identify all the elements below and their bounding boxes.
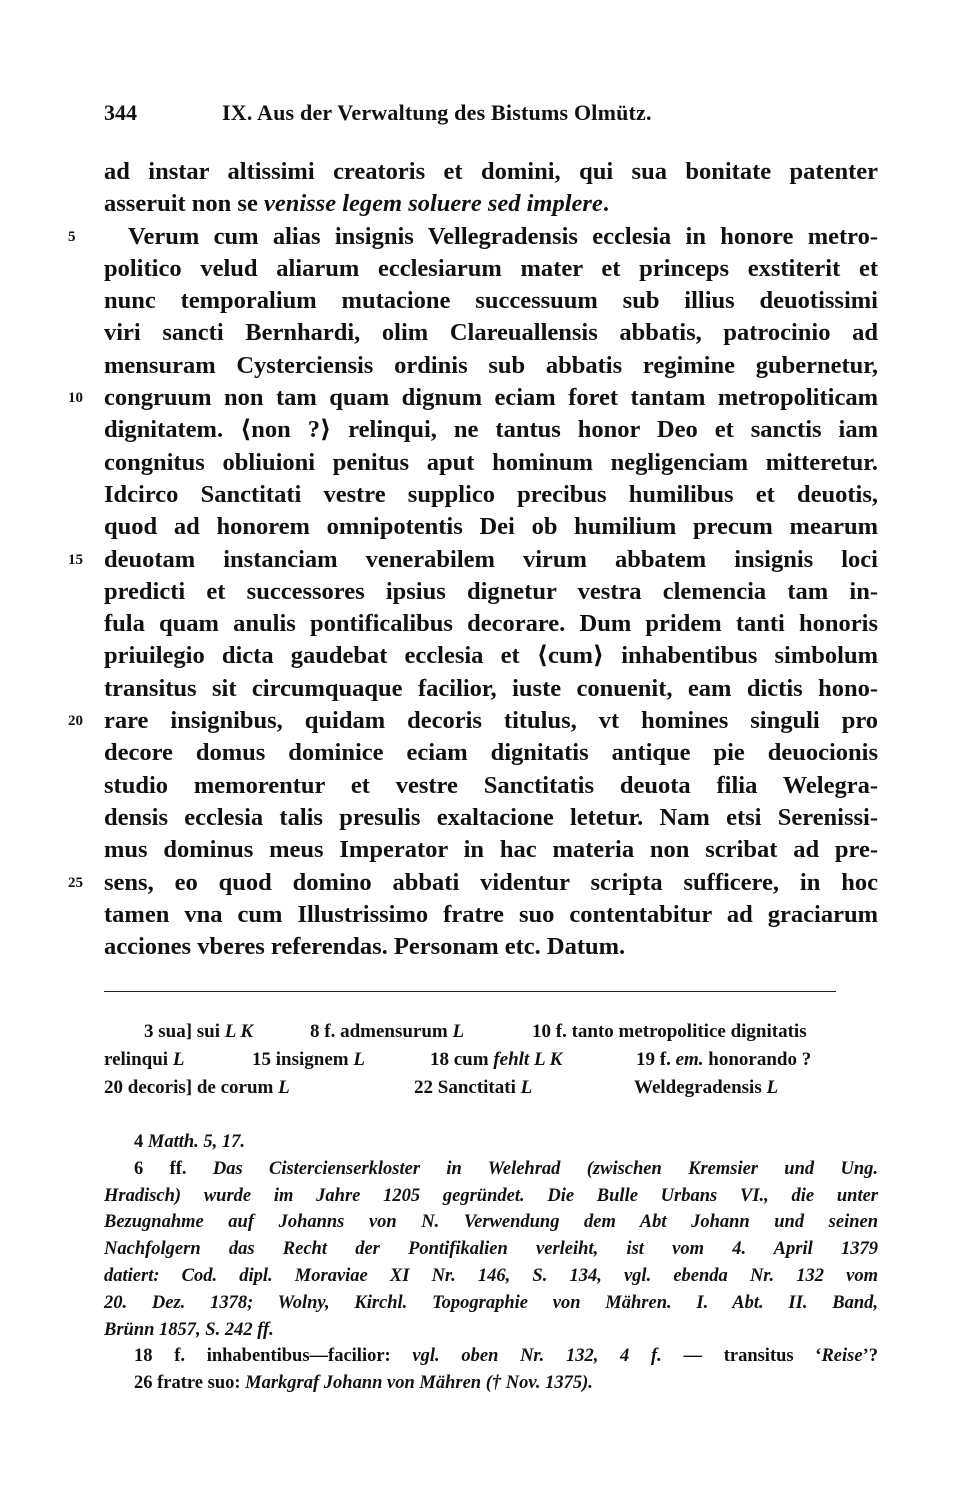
text-segment: viri sancti Bernhardi, olim Clareuallensis abbatis, patrocinio ad	[104, 319, 878, 347]
italic-segment: L	[520, 1077, 533, 1098]
page-number: 344	[104, 100, 137, 125]
text-line	[104, 770, 878, 802]
note-line	[104, 1290, 878, 1317]
note-line	[104, 1263, 878, 1290]
italic-segment: fehlt L K	[493, 1049, 563, 1070]
note-line	[104, 1236, 878, 1263]
text-segment: politico velud aliarum ecclesiarum mater et princeps exstiterit et	[104, 254, 878, 282]
text-line	[104, 479, 878, 511]
italic-segment: L	[452, 1021, 465, 1042]
text-segment: tamen vna cum Illustrissimo fratre suo contentabitur ad graciarum	[104, 900, 878, 928]
text-segment: honorando ?	[703, 1049, 812, 1070]
text-segment: quod ad honorem omnipotentis Dei ob humilium precum mearum	[104, 513, 878, 541]
text-line	[104, 576, 878, 608]
italic-segment: Matth. 5, 17.	[147, 1132, 246, 1152]
text-segment: Weldegradensis	[634, 1077, 767, 1098]
text-segment: sens, eo quod domino abbati videntur scripta sufficere, in hoc	[104, 868, 878, 896]
text-segment: 3 sua] sui	[144, 1021, 225, 1042]
text-line	[104, 931, 878, 963]
text-segment: — transitus ‘	[661, 1346, 822, 1367]
apparatus-entry	[636, 1046, 811, 1074]
text-segment: transitus sit circumquaque facilior, iuste conuenit, eam dictis hono-	[104, 674, 878, 702]
italic-segment: Hradisch) wurde im Jahre 1205 gegründet. Die Bulle Urbans VI., die unter	[104, 1185, 878, 1206]
apparatus-entry	[104, 1046, 184, 1074]
italic-segment: Reise	[821, 1346, 863, 1367]
apparatus-entry	[532, 1018, 807, 1046]
text-line	[104, 834, 878, 866]
critical-apparatus	[104, 1018, 878, 1102]
italic-segment: Nachfolgern das Recht der Pontifikalien verleiht, ist vom 4. April 1379	[104, 1239, 878, 1260]
italic-segment: Das Cistercienserkloster in Welehrad (zwischen Kremsier und Ung.	[212, 1158, 878, 1179]
text-segment: deuotam instanciam venerabilem virum abbatem insignis loci	[104, 545, 878, 573]
apparatus-entry	[310, 1018, 464, 1046]
main-text	[68, 156, 878, 963]
text-segment: asseruit non se	[104, 190, 264, 218]
text-line	[104, 737, 878, 769]
text-segment: studio memorentur et vestre Sanctitatis deuota filia Welegra-	[104, 771, 878, 799]
line-number: 15	[68, 551, 83, 568]
text-line	[104, 673, 878, 705]
apparatus-entry	[414, 1074, 532, 1102]
note-line	[104, 1129, 878, 1156]
text-line	[104, 640, 878, 672]
text-segment: 10 f. tanto metropolitice dignitatis	[532, 1021, 807, 1042]
apparatus-entry	[144, 1018, 253, 1046]
line-number: 5	[68, 228, 76, 245]
text-line	[68, 867, 878, 899]
footnote-divider	[104, 991, 836, 992]
text-segment: 15 insignem	[252, 1049, 354, 1070]
text-segment: mus dominus meus Imperator in hac materia non scribat ad pre-	[104, 836, 878, 864]
text-segment: congnitus obliuioni penitus aput hominum negligenciam mitteretur.	[104, 448, 878, 476]
note-line	[104, 1317, 878, 1344]
note-line	[104, 1209, 878, 1236]
note-line	[104, 1183, 878, 1210]
text-segment: fula quam anulis pontificalibus decorare. Dum pridem tanti honoris	[104, 610, 878, 638]
text-segment: priuilegio dicta gaudebat ecclesia et ⟨cum⟩ inhabentibus simbolum	[104, 642, 878, 670]
italic-segment: L	[278, 1077, 290, 1098]
italic-segment: Bezugnahme auf Johanns von N. Verwendung dem Abt Johann und seinen	[104, 1212, 878, 1233]
text-segment: acciones vberes referendas. Personam etc. Datum.	[104, 933, 626, 961]
text-line	[104, 414, 878, 446]
text-segment: relinqui	[104, 1049, 173, 1070]
text-line	[68, 221, 878, 253]
text-line	[104, 285, 878, 317]
text-segment: 20 decoris] de corum	[104, 1077, 279, 1098]
text-segment: densis ecclesia talis presulis exaltacione letetur. Nam etsi Serenissi-	[104, 803, 878, 831]
apparatus-line	[104, 1018, 878, 1046]
apparatus-line	[104, 1046, 878, 1074]
apparatus-entry	[430, 1046, 562, 1074]
italic-segment: datiert: Cod. dipl. Moraviae XI Nr. 146, S. 134, vgl. ebenda Nr. 132 vom	[104, 1265, 878, 1286]
text-line	[68, 382, 878, 414]
line-number: 10	[68, 390, 83, 407]
text-line	[104, 188, 878, 220]
text-line	[104, 899, 878, 931]
text-segment: 18 f. inhabentibus—facilior:	[134, 1346, 413, 1367]
apparatus-entry	[104, 1074, 290, 1102]
text-line	[68, 705, 878, 737]
italic-segment: L	[172, 1049, 185, 1070]
text-line	[104, 317, 878, 349]
text-segment: decore domus dominice eciam dignitatis antique pie deuocionis	[104, 739, 878, 767]
italic-segment: Markgraf Johann von Mähren († Nov. 1375).	[245, 1373, 593, 1394]
text-line	[104, 253, 878, 285]
note-line	[104, 1370, 878, 1397]
text-segment: 26 fratre suo:	[134, 1373, 246, 1394]
line-number: 20	[68, 713, 83, 730]
italic-segment: 20. Dez. 1378; Wolny, Kirchl. Topographie von Mähren. I. Abt. II. Band,	[104, 1292, 878, 1313]
commentary-notes	[104, 1129, 878, 1397]
text-segment: Idcirco Sanctitati vestre supplico precibus humilibus et deuotis,	[104, 480, 878, 508]
apparatus-line	[104, 1074, 878, 1102]
text-line	[104, 802, 878, 834]
italic-segment: venisse legem soluere sed implere	[263, 190, 603, 218]
text-segment: .	[602, 190, 609, 218]
text-line	[104, 511, 878, 543]
text-segment: predicti et successores ipsius dignetur vestra clemencia tam in-	[104, 577, 878, 605]
italic-segment: vgl. oben Nr. 132, 4 f.	[412, 1346, 662, 1367]
text-line	[104, 350, 878, 382]
text-line	[104, 156, 878, 188]
italic-segment: L	[766, 1077, 779, 1098]
note-line	[104, 1343, 878, 1370]
text-segment: nunc temporalium mutacione successuum sub illius deuotissimi	[104, 287, 878, 315]
apparatus-entry	[252, 1046, 365, 1074]
text-segment: congruum non tam quam dignum eciam foret tantam metropoliticam	[104, 384, 878, 412]
note-line	[104, 1156, 878, 1183]
text-segment: 22 Sanctitati	[414, 1077, 521, 1098]
line-number: 25	[68, 874, 83, 891]
italic-segment: Brünn 1857, S. 242 ff.	[104, 1319, 274, 1340]
text-segment: rare insignibus, quidam decoris titulus, vt homines singuli pro	[104, 707, 878, 735]
text-segment: Verum cum alias insignis Vellegradensis ecclesia in honore metro-	[128, 222, 878, 250]
text-line	[104, 608, 878, 640]
apparatus-entry	[634, 1074, 778, 1102]
text-segment: 6 ff.	[134, 1158, 213, 1179]
text-segment: ad instar altissimi creatoris et domini, qui sua bonitate patenter	[104, 158, 878, 185]
text-segment: 4	[134, 1132, 148, 1152]
text-line	[104, 447, 878, 479]
text-segment: dignitatem. ⟨non ?⟩ relinqui, ne tantus honor Deo et sanctis iam	[104, 416, 878, 444]
text-segment: ’?	[862, 1346, 878, 1367]
text-line	[68, 544, 878, 576]
running-title: IX. Aus der Verwaltung des Bistums Olmütz.	[222, 100, 652, 125]
italic-segment: em.	[675, 1049, 704, 1070]
text-segment: 18 cum	[430, 1049, 494, 1070]
italic-segment: L K	[224, 1021, 254, 1042]
text-segment: mensuram Cysterciensis ordinis sub abbatis regimine gubernetur,	[104, 351, 878, 379]
text-segment: 8 f. admensurum	[310, 1021, 453, 1042]
italic-segment: L	[353, 1049, 365, 1070]
text-segment: 19 f.	[636, 1049, 676, 1070]
